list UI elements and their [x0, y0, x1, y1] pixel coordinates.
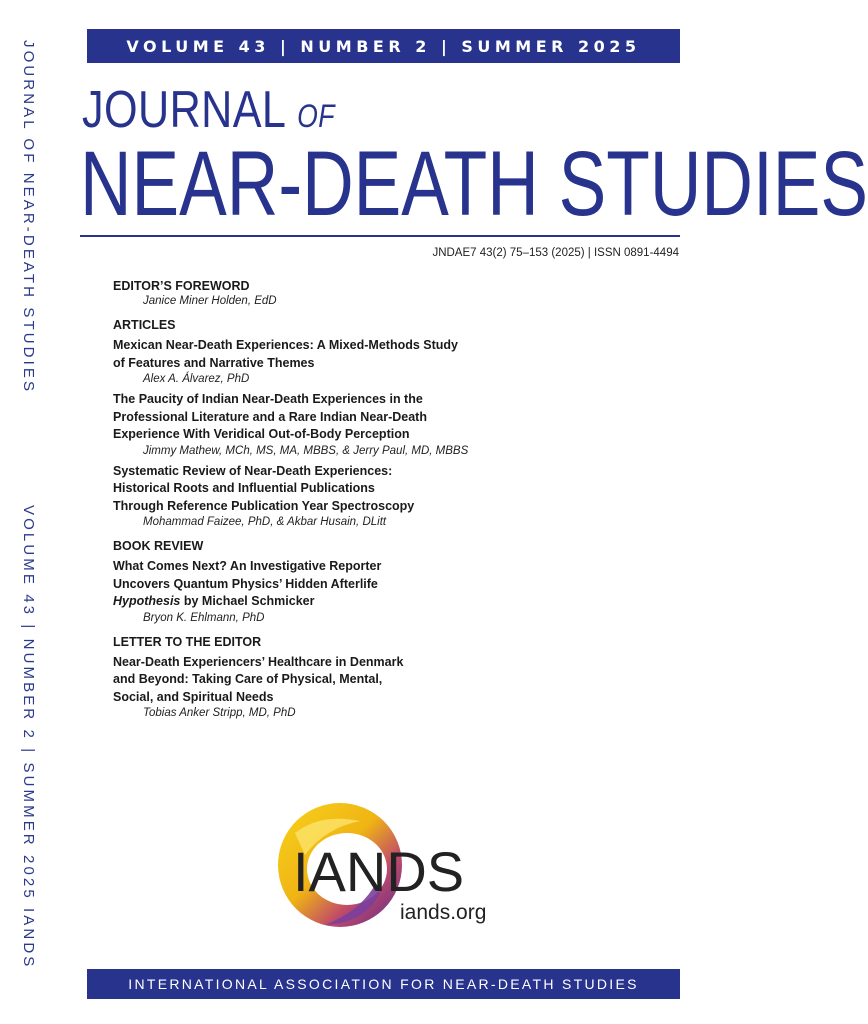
letter-title-line: Near-Death Experiencers’ Healthcare in Denmark: [113, 654, 404, 669]
review-title-line: [113, 593, 633, 611]
article1-title-line: of Features and Narrative Themes: [113, 355, 315, 370]
section-head-foreword: EDITOR’S FOREWORD: [113, 279, 250, 293]
article3-title-line: Historical Roots and Influential Publications: [113, 481, 375, 495]
title-of-word: OF: [297, 98, 335, 134]
article1-title: [113, 337, 633, 372]
article3-title-line: Systematic Review of Near-Death Experiences:: [113, 463, 393, 478]
letter-title: [113, 654, 633, 707]
spine: [20, 40, 44, 990]
section-head-letter: LETTER TO THE EDITOR: [113, 634, 262, 649]
iands-url: iands.org: [400, 901, 487, 924]
letter-author: Tobias Anker Stripp, MD, PhD: [143, 707, 296, 719]
article1-author: Alex A. Álvarez, PhD: [143, 373, 250, 385]
spine-journal-title: JOURNAL OF NEAR-DEATH STUDIES: [20, 40, 37, 395]
review-title-line: Uncovers Quantum Physics’ Hidden Afterlife: [113, 576, 378, 591]
article2-title: [113, 391, 633, 444]
article3-author: Mohammad Faizee, PhD, & Akbar Husain, DLitt: [143, 516, 387, 528]
review-author: Bryon K. Ehlmann, PhD: [143, 611, 265, 624]
review-by-author: by Michael Schmicker: [180, 594, 315, 608]
organization-banner: INTERNATIONAL ASSOCIATION FOR NEAR-DEATH STUDIES: [87, 969, 680, 999]
article2-title-line: The Paucity of Indian Near-Death Experiences in the: [113, 392, 423, 406]
review-title-italic: Hypothesis: [113, 594, 181, 608]
issue-banner: VOLUME 43 | NUMBER 2 | SUMMER 2025: [87, 29, 680, 63]
article1-title-line: Mexican Near-Death Experiences: A Mixed-Methods Study: [113, 338, 458, 352]
article2-title-line: Experience With Veridical Out-of-Body Perception: [113, 427, 410, 441]
title-divider: [80, 235, 680, 237]
letter-title-line: Social, and Spiritual Needs: [113, 689, 274, 704]
spine-issue-info: VOLUME 43 | NUMBER 2 | SUMMER 2025 IANDS: [20, 505, 37, 970]
foreword-author: Janice Miner Holden, EdD: [143, 295, 277, 307]
article3-title-line: Through Reference Publication Year Spectroscopy: [113, 498, 415, 513]
article2-title-line: Professional Literature and a Rare Indian Near-Death: [113, 409, 427, 424]
iands-wordmark: IANDS: [293, 840, 465, 903]
iands-logo: [265, 793, 510, 943]
table-of-contents: [113, 279, 633, 724]
review-title: [113, 558, 633, 611]
title-journal-word: JOURNAL: [82, 81, 298, 139]
citation-issn: JNDAE7 43(2) 75–153 (2025) | ISSN 0891-4494: [432, 247, 679, 259]
journal-title-line2: NEAR-DEATH STUDIES: [80, 133, 868, 235]
section-head-articles: ARTICLES: [113, 318, 176, 332]
section-head-book-review: BOOK REVIEW: [113, 539, 204, 553]
letter-title-line: and Beyond: Taking Care of Physical, Mental,: [113, 672, 383, 686]
review-title-line: What Comes Next? An Investigative Reporter: [113, 559, 382, 573]
article2-author: Jimmy Mathew, MCh, MS, MA, MBBS, & Jerry Paul, MD, MBBS: [143, 444, 469, 457]
article3-title: [113, 463, 633, 516]
journal-title-line1: [82, 81, 335, 139]
